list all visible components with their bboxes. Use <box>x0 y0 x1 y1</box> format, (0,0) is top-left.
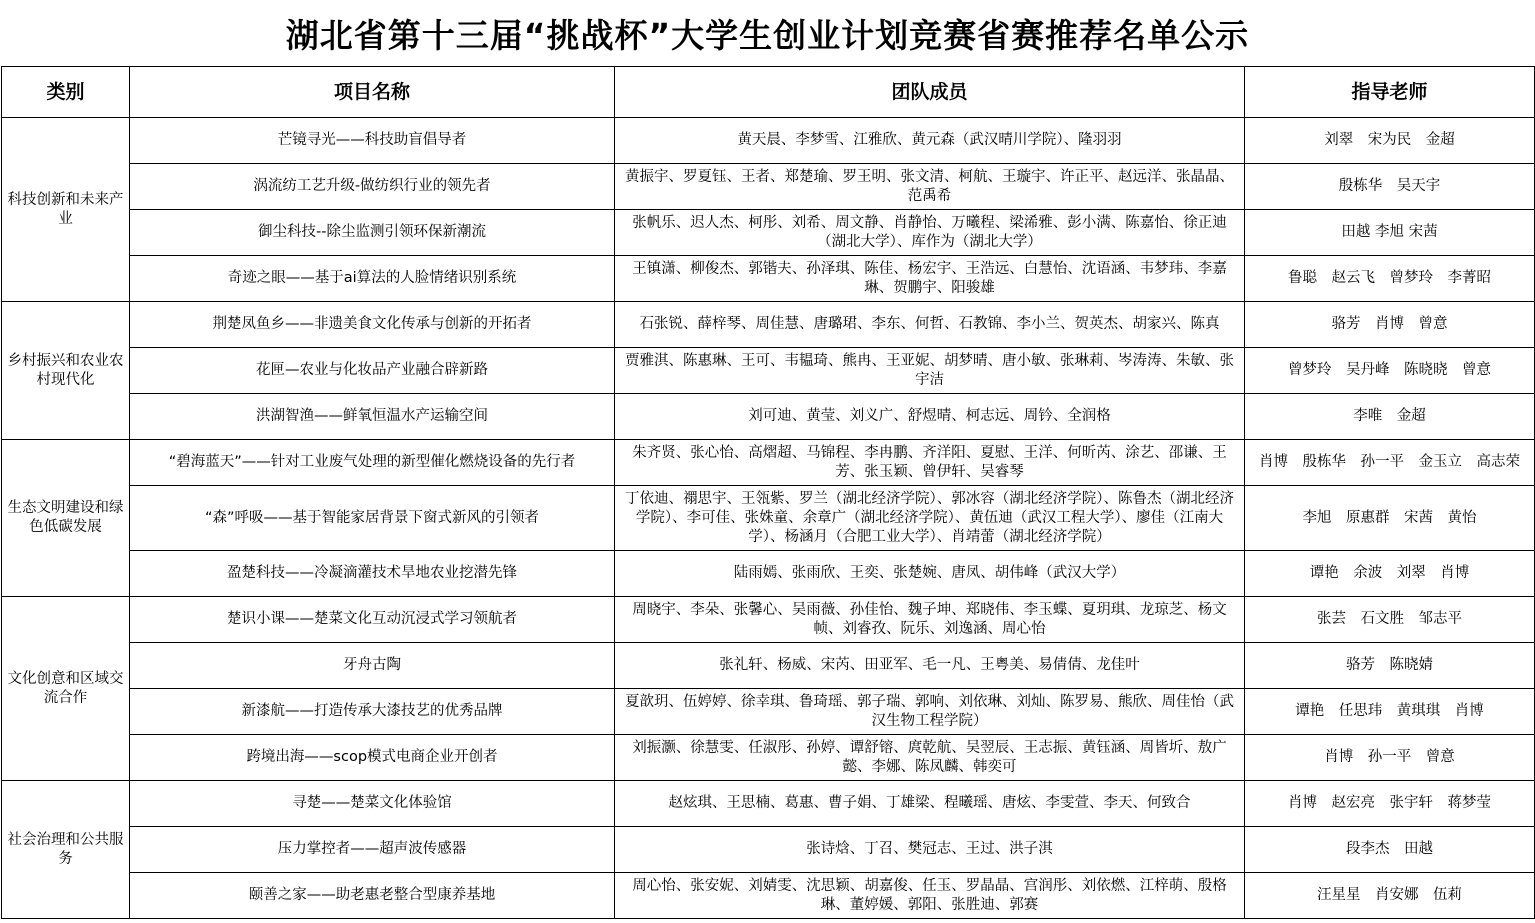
project-name: 盈楚科技——冷凝滴灌技术旱地农业挖潜先锋 <box>130 551 615 597</box>
team-members: 夏歆玥、伍婷婷、徐幸琪、鲁琦瑶、郭子瑞、郭响、刘依琳、刘灿、陈罗易、熊欣、周佳怡（武汉生物工程学院） <box>615 689 1245 735</box>
project-name: “森”呼吸——基于智能家居背景下窗式新风的引领者 <box>130 486 615 551</box>
team-members: 刘振灏、徐慧雯、任淑彤、孙婷、谭舒镕、庹乾航、吴翌辰、王志振、黄钰涵、周皆圻、敖广懿、李娜、陈凤麟、韩奕可 <box>615 735 1245 781</box>
table-row <box>2 873 1535 919</box>
advisors: 肖博 孙一平 曾意 <box>1245 735 1535 781</box>
advisors: 谭艳 任思玮 黄琪琪 肖博 <box>1245 689 1535 735</box>
project-name: 新漆航——打造传承大漆技艺的优秀品牌 <box>130 689 615 735</box>
team-members: 刘可迪、黄莹、刘义广、舒煜晴、柯志远、周钤、全润格 <box>615 394 1245 440</box>
table-row <box>2 348 1535 394</box>
team-members: 黄天晨、李梦雪、江雅欣、黄元森（武汉晴川学院）、隆羽羽 <box>615 118 1245 164</box>
advisors: 李唯 金超 <box>1245 394 1535 440</box>
table-row <box>2 302 1535 348</box>
project-name: 奇迹之眼——基于ai算法的人脸情绪识别系统 <box>130 256 615 302</box>
project-name: 芒镜寻光——科技助盲倡导者 <box>130 118 615 164</box>
advisors: 殷栋华 吴天宇 <box>1245 164 1535 210</box>
advisors: 肖博 殷栋华 孙一平 金玉立 高志荣 <box>1245 440 1535 486</box>
table-row <box>2 164 1535 210</box>
project-name: “碧海蓝天”——针对工业废气处理的新型催化燃烧设备的先行者 <box>130 440 615 486</box>
project-name: 牙舟古陶 <box>130 643 615 689</box>
page-title: 湖北省第十三届“挑战杯”大学生创业计划竞赛省赛推荐名单公示 <box>285 15 1250 55</box>
advisors: 田越 李旭 宋茜 <box>1245 210 1535 256</box>
category-cell: 社会治理和公共服务 <box>2 781 130 919</box>
header-project: 项目名称 <box>130 67 615 118</box>
advisors: 段李杰 田越 <box>1245 827 1535 873</box>
header-advisors: 指导老师 <box>1245 67 1535 118</box>
advisors: 李旭 原惠群 宋茜 黄怡 <box>1245 486 1535 551</box>
project-name: 跨境出海——scop模式电商企业开创者 <box>130 735 615 781</box>
table-row <box>2 118 1535 164</box>
table-row <box>2 781 1535 827</box>
advisors: 刘翠 宋为民 金超 <box>1245 118 1535 164</box>
category-cell: 乡村振兴和农业农村现代化 <box>2 302 130 440</box>
header-members: 团队成员 <box>615 67 1245 118</box>
project-name: 洪湖智渔——鲜氧恒温水产运输空间 <box>130 394 615 440</box>
team-members: 周心怡、张安妮、刘婧雯、沈思颖、胡嘉俊、任玉、罗晶晶、宫润彤、刘依燃、江梓萌、殷格琳、董婷媛、郭阳、张胜迪、郭赛 <box>615 873 1245 919</box>
recommendation-table <box>1 66 1535 919</box>
advisors: 曾梦玲 吴丹峰 陈晓晓 曾意 <box>1245 348 1535 394</box>
table-row <box>2 827 1535 873</box>
category-cell: 文化创意和区域交流合作 <box>2 597 130 781</box>
category-cell: 科技创新和未来产业 <box>2 118 130 302</box>
project-name: 楚识小课——楚菜文化互动沉浸式学习领航者 <box>130 597 615 643</box>
team-members: 陆雨嫣、张雨欣、王奕、张楚婉、唐凤、胡伟峰（武汉大学） <box>615 551 1245 597</box>
team-members: 王镇潇、柳俊杰、郭锴夫、孙泽琪、陈佳、杨宏宇、王浩远、白慧怡、沈语涵、韦梦玮、李嘉琳、贺鹏宇、阳骏雄 <box>615 256 1245 302</box>
advisors: 谭艳 余波 刘翠 肖博 <box>1245 551 1535 597</box>
table-row <box>2 643 1535 689</box>
table-row <box>2 486 1535 551</box>
table-row <box>2 394 1535 440</box>
advisors: 肖博 赵宏亮 张宇轩 蒋梦莹 <box>1245 781 1535 827</box>
project-name: 御尘科技--除尘监测引领环保新潮流 <box>130 210 615 256</box>
project-name: 花匣—农业与化妆品产业融合辟新路 <box>130 348 615 394</box>
advisors: 汪星星 肖安娜 伍莉 <box>1245 873 1535 919</box>
team-members: 石张锐、薛梓琴、周佳慧、唐璐珺、李东、何哲、石教锦、李小兰、贺英杰、胡家兴、陈真 <box>615 302 1245 348</box>
team-members: 张礼轩、杨威、宋芮、田亚军、毛一凡、王粤美、易倩倩、龙佳叶 <box>615 643 1245 689</box>
header-category: 类别 <box>2 67 130 118</box>
table-header-row <box>2 67 1535 118</box>
team-members: 贾雅淇、陈惠琳、王可、韦韫琦、熊冉、王亚妮、胡梦晴、唐小敏、张琳莉、岑涛涛、朱敏、张宇洁 <box>615 348 1245 394</box>
team-members: 周晓宇、李朵、张馨心、吴雨薇、孙佳怡、魏子坤、郑晓伟、李玉蝶、夏玥琪、龙琼芝、杨文帧、刘睿孜、阮乐、刘逸涵、周心怡 <box>615 597 1245 643</box>
project-name: 颐善之家——助老惠老整合型康养基地 <box>130 873 615 919</box>
project-name: 寻楚——楚菜文化体验馆 <box>130 781 615 827</box>
project-name: 涡流纺工艺升级-做纺织行业的领先者 <box>130 164 615 210</box>
table-row <box>2 210 1535 256</box>
team-members: 张帆乐、迟人杰、柯彤、刘希、周文静、肖静怡、万曦程、梁浠雅、彭小满、陈嘉怡、徐正迪（湖北大学）、库作为（湖北大学） <box>615 210 1245 256</box>
category-cell: 生态文明建设和绿色低碳发展 <box>2 440 130 597</box>
table-row <box>2 689 1535 735</box>
advisors: 鲁聪 赵云飞 曾梦玲 李菁昭 <box>1245 256 1535 302</box>
advisors: 骆芳 肖博 曾意 <box>1245 302 1535 348</box>
advisors: 骆芳 陈晓婧 <box>1245 643 1535 689</box>
team-members: 张诗焓、丁召、樊冠志、王过、洪子淇 <box>615 827 1245 873</box>
project-name: 荆楚凤鱼乡——非遗美食文化传承与创新的开拓者 <box>130 302 615 348</box>
project-name: 压力掌控者——超声波传感器 <box>130 827 615 873</box>
team-members: 黄振宇、罗夏钰、王者、郑楚瑜、罗王明、张文清、柯航、王璇宇、许正平、赵远洋、张晶晶、范禹希 <box>615 164 1245 210</box>
table-row <box>2 597 1535 643</box>
team-members: 朱齐贤、张心怡、高熠超、马锦程、李冉鹏、齐洋阳、夏慰、王洋、何昕芮、涂艺、邵谦、王芳、张玉颖、曾伊轩、吴睿琴 <box>615 440 1245 486</box>
table-row <box>2 735 1535 781</box>
table-row <box>2 440 1535 486</box>
team-members: 赵炫琪、王思楠、葛惠、曹子娟、丁雄梁、程曦瑶、唐炫、李雯萱、李天、何致合 <box>615 781 1245 827</box>
team-members: 丁依迪、禤思宇、王瓴紫、罗兰（湖北经济学院）、郭冰容（湖北经济学院）、陈鲁杰（湖北经济学院）、李可佳、张姝童、余章广（湖北经济学院）、黄伍迪（武汉工程大学）、廖佳（江南大学）、杨涵月（合肥工业大学）、肖靖蕾（湖北经济学院） <box>615 486 1245 551</box>
table-row <box>2 256 1535 302</box>
table-row <box>2 551 1535 597</box>
advisors: 张芸 石文胜 邹志平 <box>1245 597 1535 643</box>
